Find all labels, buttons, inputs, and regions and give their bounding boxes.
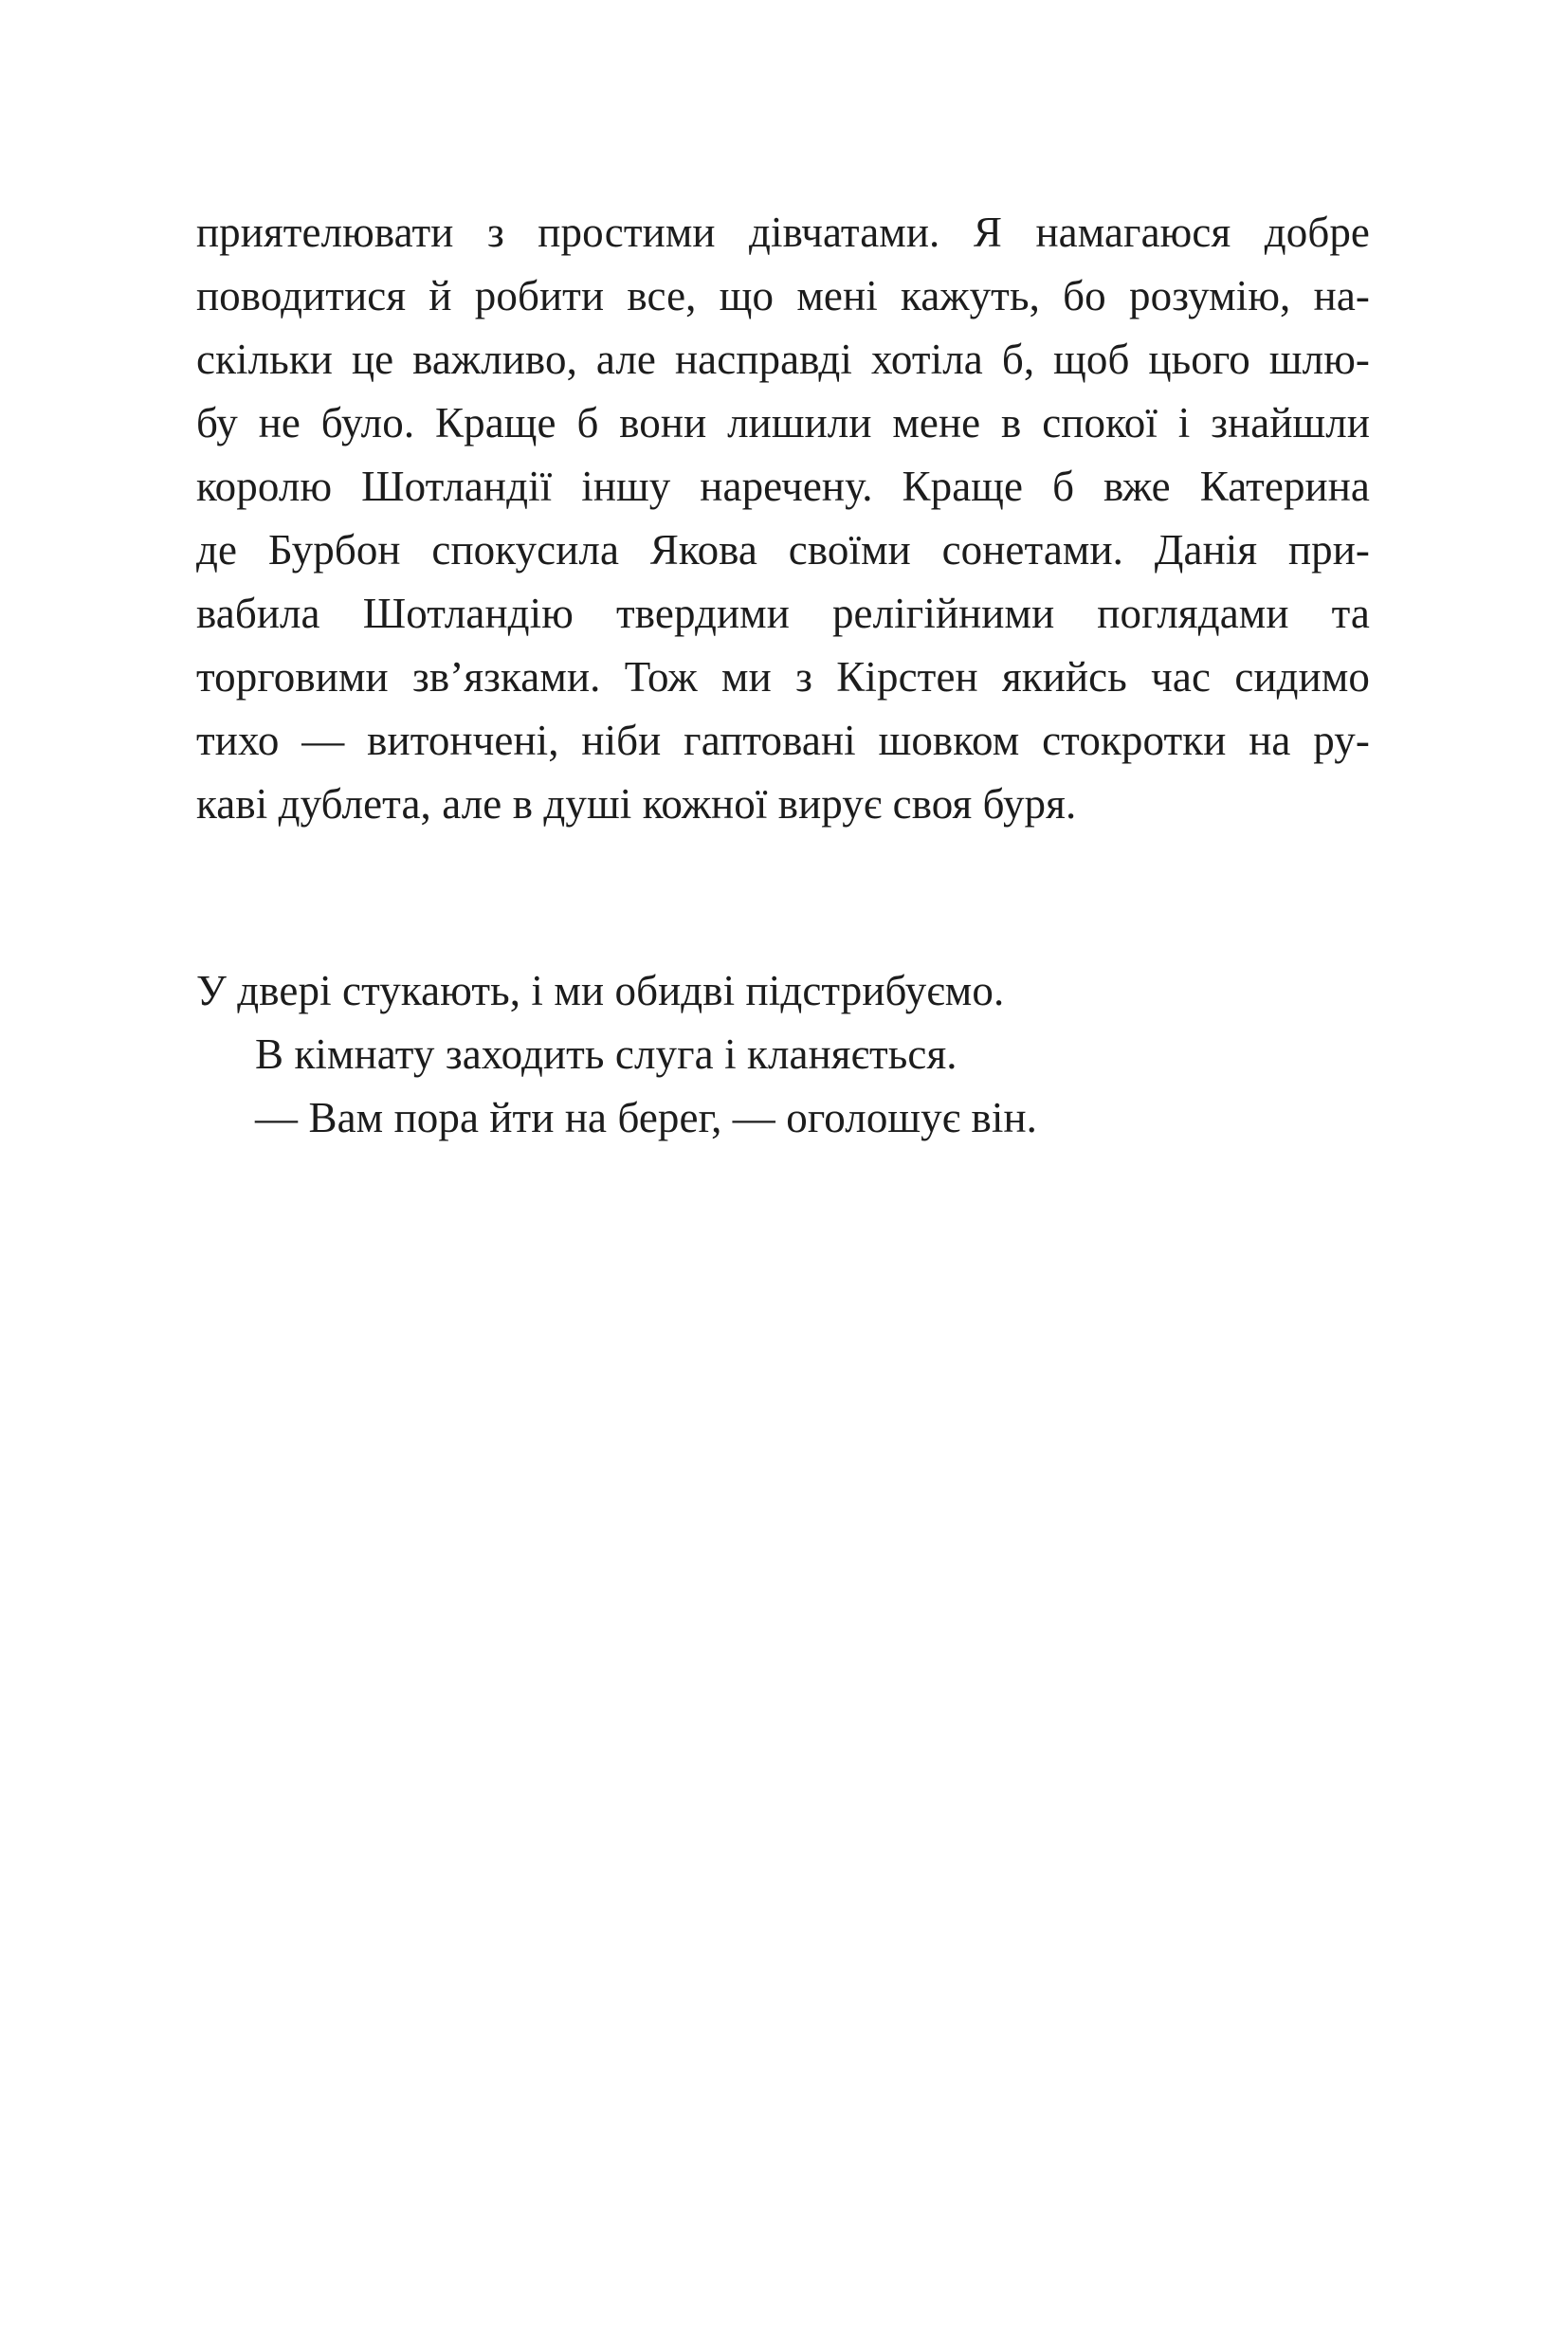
text-line: тихо — витончені, ніби гаптовані шовком стокротки на ру- (196, 717, 1370, 764)
paragraph-knock: У двері стукають, і ми обидві підстрибуємо. (196, 967, 1005, 1014)
text-block (196, 201, 1370, 1150)
text-line: приятелювати з простими дівчатами. Я намагаюся добре (196, 209, 1370, 256)
scene-break-gap (196, 836, 1370, 959)
text-line: торговими зв’язками. Тож ми з Кірстен якийсь час сидимо (196, 653, 1370, 701)
text-line: каві дублета, але в душі кожної вирує своя буря. (196, 780, 1077, 828)
text-line: скільки це важливо, але насправді хотіла б, щоб цього шлю- (196, 336, 1370, 383)
text-line: вабила Шотландію твердими релігійними поглядами та (196, 590, 1370, 637)
paragraph-servant-enters: В кімнату заходить слуга і кланяється. (255, 1030, 957, 1078)
paragraph-dialogue-announcement: — Вам пора йти на берег, — оголошує він. (255, 1094, 1038, 1141)
paragraph-continuation (196, 201, 1370, 836)
text-line: бу не було. Краще б вони лишили мене в спокої і знайшли (196, 399, 1370, 447)
text-line: королю Шотландії іншу наречену. Краще б вже Катерина (196, 463, 1370, 510)
text-line: поводитися й робити все, що мені кажуть, бо розумію, на- (196, 272, 1370, 319)
text-line: де Бурбон спокусила Якова своїми сонетами. Данія при- (196, 526, 1370, 574)
